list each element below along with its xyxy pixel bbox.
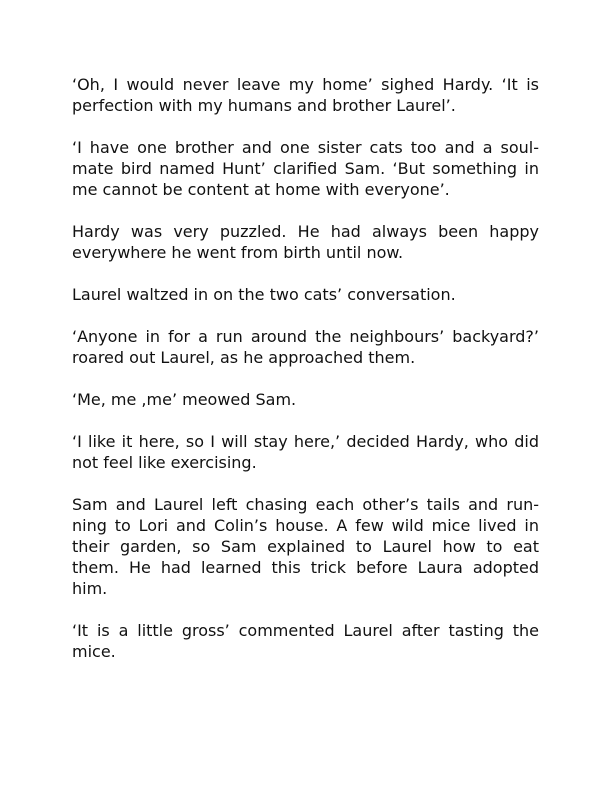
text-line: ‘Me, me ,me’ meowed Sam. <box>72 390 297 409</box>
text-line: ‘It is a little gross’ commented Laurel after tasting the <box>72 621 539 640</box>
text-line: perfection with my humans and brother Laurel’. <box>72 96 456 115</box>
page-body <box>72 74 539 683</box>
text-line: not feel like exercising. <box>72 453 257 472</box>
paragraph <box>72 326 539 368</box>
text-line: ‘I have one brother and one sister cats too and a soul- <box>72 138 539 157</box>
paragraph <box>72 221 539 263</box>
text-line: them. He had learned this trick before Laura adopted <box>72 558 539 577</box>
text-line: ‘Oh, I would never leave my home’ sighed Hardy. ‘It is <box>72 75 539 94</box>
text-line: me cannot be content at home with everyone’. <box>72 180 450 199</box>
text-line: ‘Anyone in for a run around the neighbours’ backyard?’ <box>72 327 539 346</box>
paragraph <box>72 137 539 200</box>
paragraph <box>72 620 539 662</box>
text-line: Sam and Laurel left chasing each other’s tails and run- <box>72 495 539 514</box>
text-line: ‘I like it here, so I will stay here,’ decided Hardy, who did <box>72 432 539 451</box>
text-line: everywhere he went from birth until now. <box>72 243 404 262</box>
text-line: their garden, so Sam explained to Laurel how to eat <box>72 537 539 556</box>
text-line: mice. <box>72 642 116 661</box>
text-line: Hardy was very puzzled. He had always been happy <box>72 222 539 241</box>
paragraph <box>72 74 539 116</box>
paragraph <box>72 284 539 305</box>
text-line: him. <box>72 579 108 598</box>
text-line: roared out Laurel, as he approached them. <box>72 348 416 367</box>
paragraph <box>72 389 539 410</box>
paragraph <box>72 494 539 599</box>
text-line: Laurel waltzed in on the two cats’ conversation. <box>72 285 456 304</box>
paragraph <box>72 431 539 473</box>
text-line: mate bird named Hunt’ clarified Sam. ‘But something in <box>72 159 539 178</box>
text-line: ning to Lori and Colin’s house. A few wild mice lived in <box>72 516 539 535</box>
